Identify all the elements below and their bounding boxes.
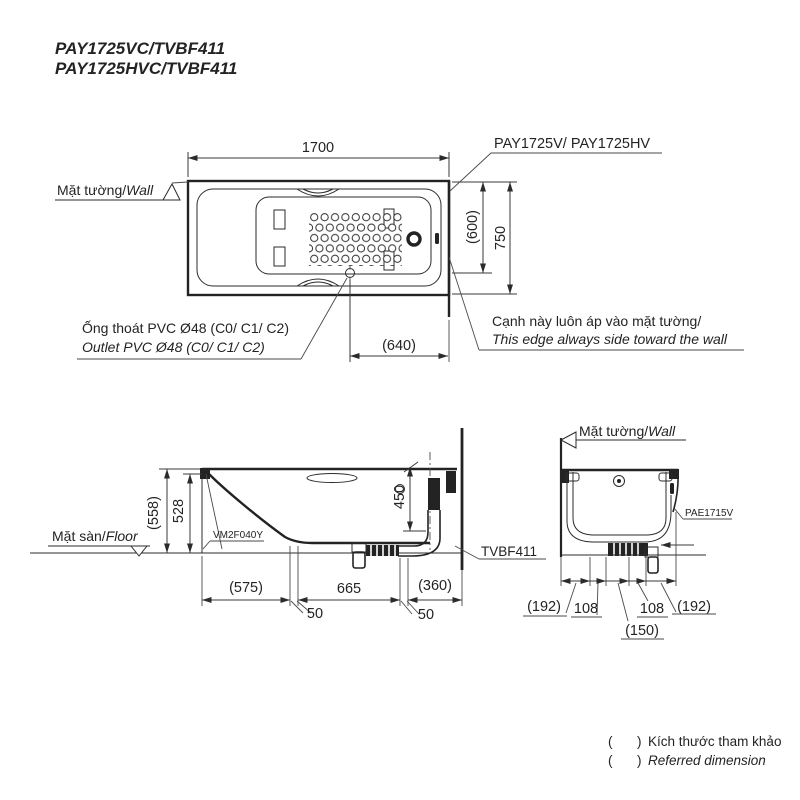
- dim-middle-665: 665: [336, 581, 362, 597]
- dim-back-360: (360): [418, 578, 452, 594]
- drawing-title-line2: PAY1725HVC/TVBF411: [55, 59, 238, 78]
- dim-inner-width-600: (600): [465, 210, 481, 244]
- legend: [608, 734, 781, 768]
- outlet-note-vi: Ống thoát PVC Ø48 (C0/ C1/ C2): [82, 320, 289, 336]
- dim-width-750: 750: [493, 225, 509, 251]
- wall-datum-triangle-top: [163, 184, 180, 200]
- outlet-note-en: Outlet PVC Ø48 (C0/ C1/ C2): [82, 339, 265, 355]
- bracket-label: VM2F040Y: [213, 530, 264, 541]
- dim-108-right: 108: [639, 601, 665, 617]
- floor-label: Mặt sàn/Floor: [52, 528, 138, 544]
- dim-length-1700: 1700: [301, 140, 335, 156]
- drop-outlet-end-view: [648, 557, 658, 573]
- drain-hole: [408, 233, 420, 245]
- legend-line1: ( ) Kích thước tham khảo: [608, 734, 782, 749]
- overflow-mark: [435, 233, 439, 244]
- overflow-fitting-side: [446, 471, 456, 493]
- dim-outlet-to-wall-640: (640): [382, 338, 416, 354]
- wall-datum-triangle-end: [561, 432, 576, 448]
- dim-150-center: (150): [625, 623, 659, 639]
- wall-label-top-view: Mặt tường/Wall: [57, 182, 154, 198]
- wall-label-end-view: Mặt tường/Wall: [579, 423, 676, 439]
- pad-left-upper: [274, 210, 285, 229]
- drawing-title-line1: PAY1725VC/TVBF411: [55, 39, 226, 58]
- dim-total-height-558: (558): [146, 496, 162, 530]
- dim-192-left: (192): [527, 599, 561, 615]
- end-view: [523, 423, 734, 639]
- drop-outlet-stub: [353, 552, 365, 568]
- model-label: PAY1725V/ PAY1725HV: [494, 136, 651, 152]
- dim-gap-left-50: 50: [306, 606, 324, 622]
- side-view: [30, 428, 546, 623]
- floor-datum-triangle: [131, 546, 147, 556]
- dim-gap-right-50: 50: [417, 607, 435, 623]
- edge-note-en: This edge always side toward the wall: [492, 331, 728, 347]
- outlet-position: [346, 269, 355, 278]
- dim-192-right: (192): [677, 599, 711, 615]
- edge-note-vi: Cạnh này luôn áp vào mặt tường/: [492, 313, 702, 329]
- pad-left-lower: [274, 247, 285, 266]
- drain-kit-label: TVBF411: [481, 544, 538, 559]
- dim-108-left: 108: [573, 601, 599, 617]
- legend-line2: ( ) Referred dimension: [608, 753, 766, 768]
- apron-label: PAE1715V: [685, 508, 734, 519]
- anti-slip-dots: [309, 212, 402, 266]
- dim-front-575: (575): [229, 580, 263, 596]
- grip-side-view: [307, 474, 357, 483]
- dim-drain-height-450: 450: [392, 484, 408, 510]
- dim-rim-height-528: 528: [171, 498, 187, 524]
- top-view: [55, 136, 744, 362]
